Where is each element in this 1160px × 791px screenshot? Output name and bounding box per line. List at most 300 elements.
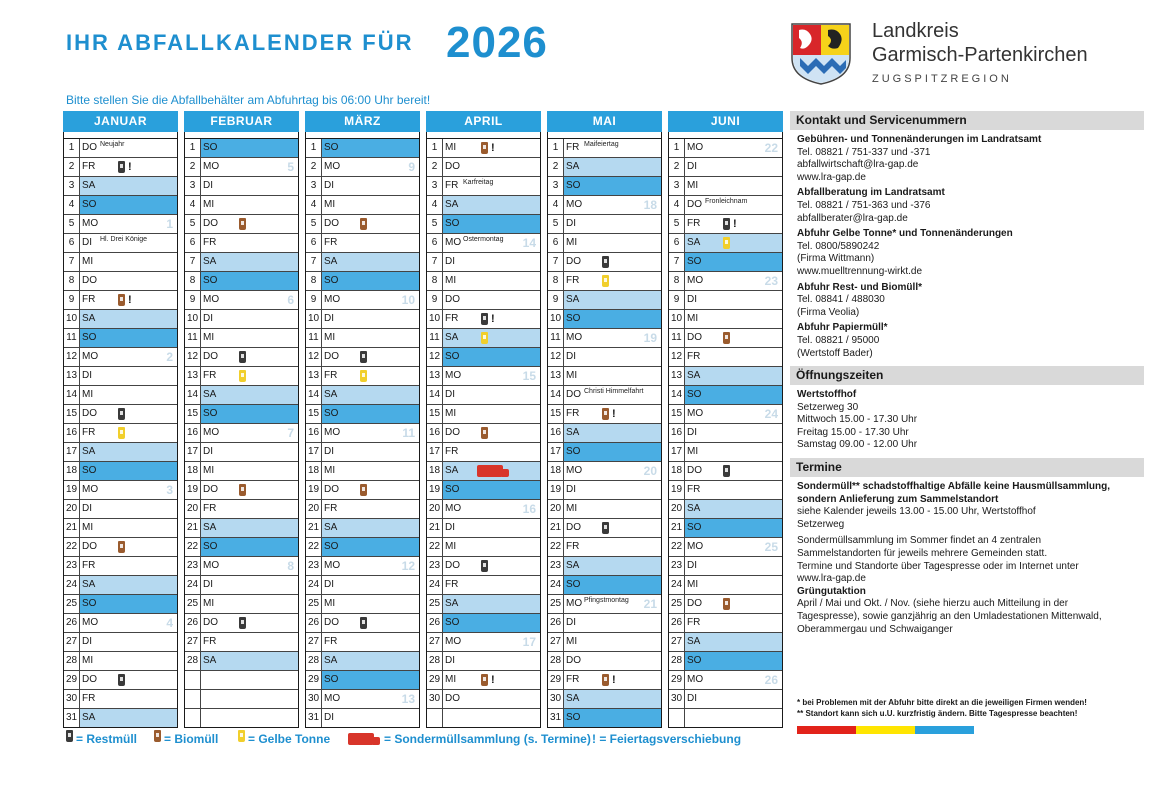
day-number: 15 [306,405,322,423]
month-header: JANUAR [63,111,178,132]
weekday: SO [324,674,339,685]
day-row [185,462,298,481]
weekday: SA [566,161,580,172]
day-row [669,367,782,386]
logo-subtitle: ZUGSPITZREGION [872,73,1012,85]
black-bin-icon [602,256,609,268]
calendar-week-number: 17 [522,635,536,649]
day-number: 1 [64,139,80,157]
weekday: FR [203,237,217,248]
holiday-shift-mark: ! [612,674,616,686]
day-number: 21 [427,519,443,537]
day-number: 17 [669,443,685,461]
day-number: 6 [64,234,80,252]
weekday: MI [82,522,94,533]
day-row [306,709,419,727]
day-number: 17 [548,443,564,461]
day-row [306,386,419,405]
day-number: 16 [306,424,322,442]
day-row [185,557,298,576]
day-number: 16 [185,424,201,442]
weekday: MO [82,351,99,362]
weekday: SO [203,541,218,552]
weekday: MO [324,560,341,571]
day-row [548,310,661,329]
day-number: 19 [306,481,322,499]
weekday: MO [566,199,583,210]
day-row [306,652,419,671]
day-number: 4 [669,196,685,214]
weekday: SA [203,256,217,267]
day-row [306,538,419,557]
day-row [64,709,177,727]
info-line: Tel. 08821 / 751-337 und -371 [797,146,931,158]
day-number: 11 [185,329,201,347]
weekday: DI [203,446,213,457]
day-row [64,538,177,557]
day-row [427,291,540,310]
brown-bin-icon [118,294,125,306]
day-number: 9 [306,291,322,309]
day-number: 2 [427,158,443,176]
day-row [306,595,419,614]
day-number: 24 [669,576,685,594]
day-number: 21 [306,519,322,537]
black-bin-icon [66,730,73,742]
day-number: 23 [306,557,322,575]
day-row [427,538,540,557]
info-line: www.lra-gap.de [797,573,866,585]
day-number: 24 [306,576,322,594]
day-number: 4 [306,196,322,214]
day-number: 6 [306,234,322,252]
day-row [185,652,298,671]
weekday: MI [445,541,457,552]
truck-icon [348,733,374,745]
weekday: MO [566,465,583,476]
day-number: 19 [548,481,564,499]
day-row [548,500,661,519]
weekday: DO [445,693,460,704]
calendar-week-number: 18 [643,198,657,212]
day-number: 30 [64,690,80,708]
day-number: 3 [64,177,80,195]
weekday: MI [324,465,336,476]
info-line: Sammelstandorten für jeweils mehrere Gemeinden statt. [797,548,1048,560]
day-number: 13 [427,367,443,385]
day-number: 12 [548,348,564,366]
day-number: 9 [669,291,685,309]
yellow-bin-icon [481,332,488,344]
brown-bin-icon [602,408,609,420]
day-row [427,253,540,272]
weekday: DI [566,218,576,229]
calendar-week-number: 12 [401,559,415,573]
day-number: 13 [548,367,564,385]
weekday: SO [82,199,97,210]
day-row [427,158,540,177]
weekday: SA [82,446,96,457]
day-number: 14 [669,386,685,404]
info-line: April / Mai und Okt. / Nov. (siehe hierzu auch Mitteilung in der [797,598,1069,610]
day-row [669,443,782,462]
holiday-label: Maifeiertag [584,141,619,148]
day-number: 13 [306,367,322,385]
calendar-week-number: 3 [166,483,173,497]
day-row [306,196,419,215]
weekday: FR [445,446,459,457]
day-row [669,424,782,443]
weekday: MO [445,370,462,381]
day-number: 8 [427,272,443,290]
day-number: 3 [669,177,685,195]
day-number [185,690,201,708]
black-bin-icon [239,617,246,629]
weekday: DO [82,275,97,286]
weekday: SA [445,199,459,210]
day-row [185,234,298,253]
day-row [548,196,661,215]
day-number: 1 [185,139,201,157]
legend-sondermuell: = Sondermüllsammlung (s. Termine) [348,730,591,748]
day-row [185,215,298,234]
weekday: MI [203,598,215,609]
day-row [548,367,661,386]
day-row [64,481,177,500]
day-row [548,253,661,272]
weekday: MI [82,655,94,666]
weekday: MO [203,294,220,305]
day-number: 18 [669,462,685,480]
day-number: 14 [185,386,201,404]
day-row [185,348,298,367]
brown-bin-icon [118,541,125,553]
day-number: 14 [427,386,443,404]
day-number: 30 [669,690,685,708]
day-number: 29 [548,671,564,689]
weekday: DO [82,541,97,552]
weekday: SO [203,142,218,153]
weekday: SA [203,522,217,533]
day-number: 20 [548,500,564,518]
info-line: abfallwirtschaft@lra-gap.de [797,159,919,171]
weekday: DI [203,180,213,191]
day-number: 16 [669,424,685,442]
weekday: SA [324,655,338,666]
weekday: DO [82,674,97,685]
day-number: 28 [64,652,80,670]
day-row [64,329,177,348]
day-number: 27 [669,633,685,651]
day-number: 11 [64,329,80,347]
brown-bin-icon [154,730,161,742]
contact-title: Abfuhr Rest- und Biomüll* [797,281,922,293]
weekday: SA [445,332,459,343]
day-number: 13 [185,367,201,385]
day-number: 12 [306,348,322,366]
month-column [184,111,299,728]
contact-title: Abfuhr Papiermüll* [797,322,888,334]
day-row [548,557,661,576]
day-number: 25 [669,595,685,613]
day-number: 27 [306,633,322,651]
info-line: Oberammergau und Schwaiganger [797,623,953,635]
weekday: MO [324,161,341,172]
brown-bin-icon [360,218,367,230]
brown-bin-icon [239,484,246,496]
yellow-bin-icon [239,370,246,382]
info-line: Tel. 08821 / 95000 [797,334,880,346]
calendar-week-number: 21 [643,597,657,611]
termine-bold-line2: sondern Anlieferung zum Sammelstandort [797,493,999,505]
day-row [306,234,419,253]
info-line: Tel. 08841 / 488030 [797,294,885,306]
weekday: DO [445,161,460,172]
weekday: FR [324,636,338,647]
day-number: 31 [548,709,564,727]
day-row [427,709,540,727]
day-number: 6 [548,234,564,252]
black-bin-icon [481,560,488,572]
weekday: SA [324,389,338,400]
day-number: 7 [64,253,80,271]
day-number: 2 [669,158,685,176]
day-number: 30 [548,690,564,708]
day-number: 30 [427,690,443,708]
weekday: SA [203,655,217,666]
day-row [548,462,661,481]
day-row [64,500,177,519]
day-number: 24 [185,576,201,594]
weekday: SO [203,275,218,286]
weekday: SA [203,389,217,400]
weekday: FR [324,237,338,248]
weekday: MO [324,427,341,438]
day-row [669,196,782,215]
holiday-shift-mark: ! [612,408,616,420]
weekday: DO [445,294,460,305]
weekday: SA [566,560,580,571]
legend-biomuell: = Biomüll [154,730,218,748]
weekday: SO [566,180,581,191]
day-row [669,519,782,538]
day-number: 5 [64,215,80,233]
weekday: DI [687,427,697,438]
day-row [64,671,177,690]
day-row [548,481,661,500]
day-number: 6 [185,234,201,252]
calendar-week-number: 20 [643,464,657,478]
day-row [185,329,298,348]
weekday: DO [324,351,339,362]
day-row [548,709,661,727]
weekday: MI [324,598,336,609]
weekday: DO [687,598,702,609]
footnote-location: ** Standort kann sich u.U. kurzfristig ändern. Bitte Tagespresse beachten! [797,709,1078,718]
day-row [427,557,540,576]
holiday-label: Karfreitag [463,179,494,186]
hours-list [797,402,1144,452]
day-number: 31 [64,709,80,727]
weekday: FR [566,142,580,153]
weekday: FR [687,484,701,495]
day-number: 29 [427,671,443,689]
day-number: 9 [64,291,80,309]
weekday: MO [203,560,220,571]
weekday: MI [82,389,94,400]
day-row [306,690,419,709]
day-number: 18 [548,462,564,480]
day-row [185,310,298,329]
day-number: 6 [427,234,443,252]
weekday: MO [203,427,220,438]
day-number: 27 [548,633,564,651]
day-number: 23 [427,557,443,575]
weekday: MO [687,408,704,419]
day-row [669,595,782,614]
day-row [669,234,782,253]
weekday: MI [566,370,578,381]
weekday: DI [687,161,697,172]
weekday: SO [687,655,702,666]
day-number: 10 [306,310,322,328]
contact-title: Gebühren- und Tonnenänderungen im Landratsamt [797,134,1042,145]
day-row [669,139,782,158]
day-row [306,405,419,424]
day-row [548,519,661,538]
weekday: SO [82,598,97,609]
day-number: 23 [669,557,685,575]
day-row [548,690,661,709]
weekday: MI [687,180,699,191]
day-row [64,177,177,196]
weekday: DI [82,503,92,514]
day-row [64,367,177,386]
weekday: DI [687,560,697,571]
info-line: siehe Kalender jeweils 13.00 - 15.00 Uhr, Wertstoffhof [797,506,1036,518]
day-row [185,196,298,215]
weekday: MO [324,693,341,704]
day-number: 19 [64,481,80,499]
legend-feiertag: ! = Feiertagsverschiebung [592,732,742,746]
weekday: DO [324,218,339,229]
day-number: 6 [669,234,685,252]
brown-bin-icon [723,332,730,344]
contact-heading: Kontakt und Servicenummern [790,111,1144,130]
day-row [185,272,298,291]
holiday-shift-mark: ! [491,142,495,154]
day-number: 7 [306,253,322,271]
calendar-week-number: 4 [166,616,173,630]
weekday: FR [203,636,217,647]
weekday: DI [324,313,334,324]
day-number: 7 [669,253,685,271]
day-row [64,557,177,576]
day-number: 25 [185,595,201,613]
day-row [64,652,177,671]
info-line: Termine und Standorte über Tagespresse oder im Internet unter [797,560,1079,572]
day-number [669,709,685,727]
info-panel [790,111,1144,636]
weekday: DO [445,560,460,571]
coat-of-arms-logo [790,22,852,91]
calendar-week-number: 7 [287,426,294,440]
weekday: FR [687,617,701,628]
holiday-label: Fronleichnam [705,198,748,205]
weekday: FR [82,560,96,571]
day-row [669,557,782,576]
day-number: 11 [306,329,322,347]
day-number: 28 [306,652,322,670]
day-row [64,386,177,405]
info-line: abfallberater@lra-gap.de [797,212,908,224]
weekday: DO [566,256,581,267]
day-row [306,215,419,234]
day-row [185,538,298,557]
instruction-text: Bitte stellen Sie die Abfallbehälter am Abfuhrtag bis 06:00 Uhr bereit! [66,93,431,107]
day-row [306,424,419,443]
day-row [306,500,419,519]
yellow-bin-icon [118,427,125,439]
day-number: 10 [548,310,564,328]
weekday: DI [687,693,697,704]
day-number: 24 [427,576,443,594]
day-number: 18 [306,462,322,480]
weekday: SO [445,484,460,495]
day-row [185,690,298,709]
weekday: DI [566,484,576,495]
day-row [306,519,419,538]
weekday: SA [687,237,701,248]
weekday: SO [566,313,581,324]
day-row [185,253,298,272]
hours-place: Wertstoffhof [797,389,857,401]
calendar-week-number: 9 [408,160,415,174]
day-row [306,462,419,481]
day-row [669,158,782,177]
day-number: 5 [427,215,443,233]
day-row [548,652,661,671]
day-row [306,177,419,196]
day-number: 11 [427,329,443,347]
day-number: 12 [185,348,201,366]
day-number: 26 [64,614,80,632]
legend-gelbe-tonne: = Gelbe Tonne [238,730,330,748]
day-row [64,633,177,652]
day-number: 10 [64,310,80,328]
day-number: 7 [548,253,564,271]
weekday: DI [445,655,455,666]
day-row [427,576,540,595]
day-row [548,291,661,310]
day-number: 10 [669,310,685,328]
day-number: 3 [548,177,564,195]
weekday: FR [566,408,580,419]
weekday: FR [82,294,96,305]
weekday: MO [203,161,220,172]
day-row [185,519,298,538]
weekday: SO [687,256,702,267]
day-number [185,671,201,689]
holiday-shift-mark: ! [491,313,495,325]
weekday: MI [566,636,578,647]
calendar-week-number: 13 [401,692,415,706]
weekday: MO [445,636,462,647]
brown-bin-icon [602,674,609,686]
day-number: 19 [427,481,443,499]
weekday: FR [566,541,580,552]
day-number: 27 [427,633,443,651]
